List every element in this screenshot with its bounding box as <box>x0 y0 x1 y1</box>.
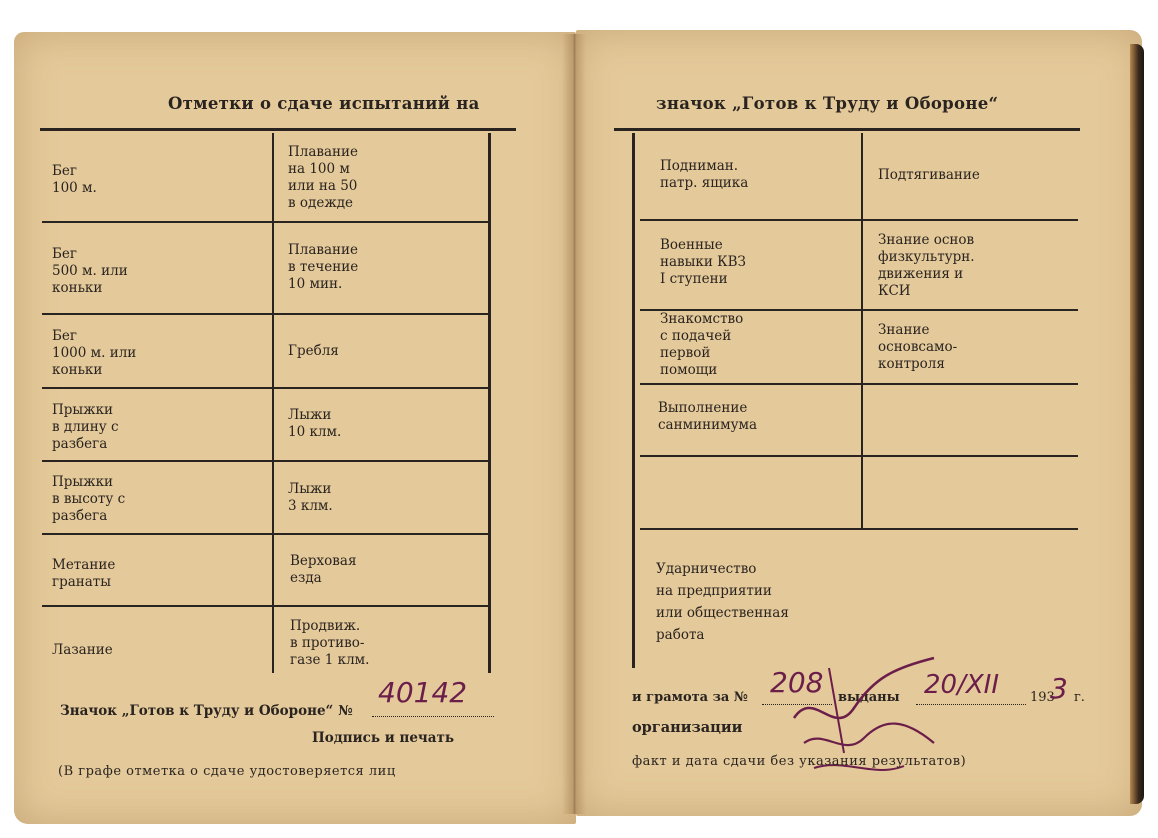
right-row-line <box>640 528 1078 530</box>
test-sanminimum: Выполнение санминимума <box>658 400 758 433</box>
right-row-line <box>640 383 1078 385</box>
test-box-lift: Подниман. патр. ящика <box>660 158 749 191</box>
test-run-100: Бег 100 м. <box>52 163 97 196</box>
test-run-500: Бег 500 м. или коньки <box>52 246 128 296</box>
gramota-label: и грамота за № <box>632 690 748 705</box>
right-note: факт и дата сдачи без указания результатов) <box>632 754 967 769</box>
year-prefix: 193 <box>1030 690 1055 705</box>
badge-line-label: Значок „Готов к Труду и Обороне“ № <box>60 703 353 719</box>
left-row-line <box>42 533 488 535</box>
left-table-divider <box>272 133 274 673</box>
test-riding: Верховая езда <box>290 553 357 586</box>
test-run-1000: Бег 1000 м. или коньки <box>52 328 137 378</box>
test-high-jump: Прыжки в высоту с разбега <box>52 474 126 524</box>
test-ski-10: Лыжи 10 клм. <box>288 407 342 440</box>
issued-label: выданы <box>838 690 900 705</box>
year-digit-handwritten: 3 <box>1050 672 1068 705</box>
left-row-line <box>42 387 488 389</box>
test-ski-3: Лыжи 3 клм. <box>288 481 333 514</box>
left-heading-rule <box>40 128 516 131</box>
issued-date-handwritten: 20/XII <box>924 670 999 700</box>
test-rowing: Гребля <box>288 343 339 359</box>
gramota-number-handwritten: 208 <box>770 666 824 699</box>
right-row-line <box>640 219 1078 221</box>
test-long-jump: Прыжки в длину с разбега <box>52 402 119 452</box>
test-military-skills: Военные навыки КВЗ I ступени <box>660 237 746 287</box>
right-heading-rule <box>614 128 1080 131</box>
left-note: (В графе отметка о сдаче удостоверяется лиц <box>58 764 396 779</box>
test-swim-100: Плавание на 100 м или на 50 в одежде <box>288 144 359 211</box>
test-swim-10min: Плавание в течение 10 мин. <box>288 242 359 292</box>
organization-label: организации <box>632 719 743 736</box>
left-row-line <box>42 221 488 223</box>
right-heading: значок „Готов к Труду и Обороне“ <box>656 94 999 113</box>
signature-label: Подпись и печать <box>312 730 455 746</box>
test-self-control: Знание основсамо- контроля <box>878 322 958 372</box>
book-spine <box>562 34 586 814</box>
left-row-line <box>42 605 488 607</box>
test-physcult-knowledge: Знание основ физкультурн. движения и КСИ <box>878 232 975 299</box>
test-first-aid: Знакомство с подачей первой помощи <box>660 311 744 378</box>
badge-number-handwritten: 40142 <box>378 676 468 709</box>
test-pullups: Подтягивание <box>878 167 980 183</box>
right-row-line <box>640 455 1078 457</box>
test-shock-work: Ударничество на предприятии или общественная работа <box>656 561 789 643</box>
page-edge <box>1130 44 1144 804</box>
year-suffix: г. <box>1074 690 1085 705</box>
test-grenade: Метание гранаты <box>52 557 116 590</box>
left-table-border-right <box>488 133 491 673</box>
badge-number-line <box>372 716 494 717</box>
left-heading: Отметки о сдаче испытаний на <box>168 94 480 113</box>
test-climbing: Лазание <box>52 642 113 658</box>
left-row-line <box>42 460 488 462</box>
right-table-divider <box>861 133 863 528</box>
left-row-line <box>42 313 488 315</box>
test-gasmask: Продвиж. в противо- газе 1 клм. <box>290 618 370 668</box>
right-table-border-left <box>632 133 635 668</box>
